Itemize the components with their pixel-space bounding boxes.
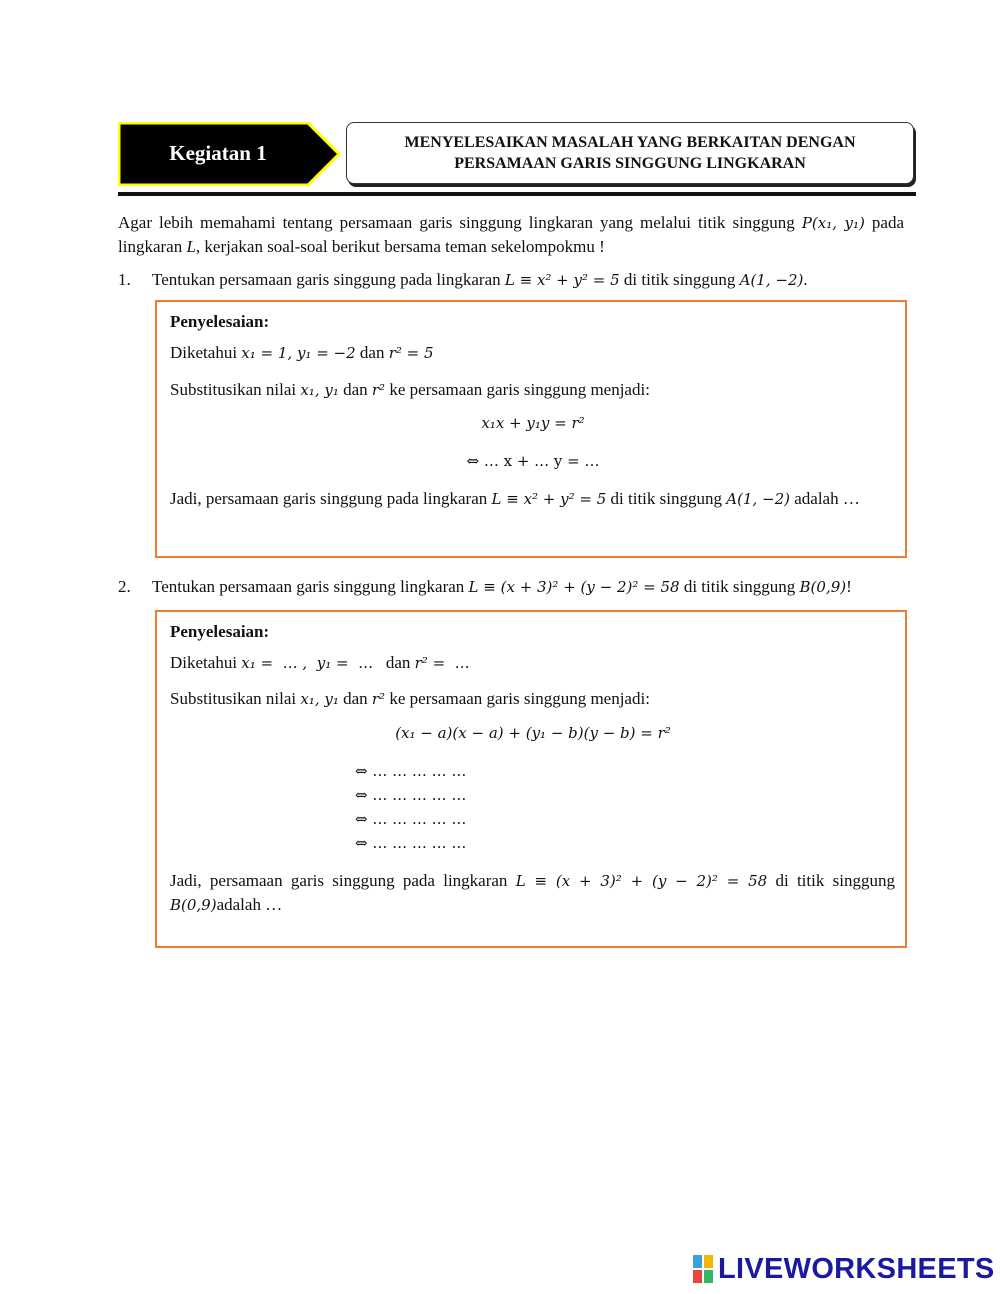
q2-text-c: ! [846, 577, 852, 596]
solution-2-step: ⇔ … … … … … [355, 762, 467, 780]
q2-text-a: Tentukan persamaan garis singgung lingkaran [152, 577, 469, 596]
intro-text-a: Agar lebih memahami tentang persamaan garis singgung lingkaran yang melalui titik singgung [118, 213, 802, 232]
solution-1-step: ⇔ … x + … y = … [466, 452, 600, 470]
question-2-text [152, 575, 912, 599]
s2-known-r: r² = … [414, 654, 470, 672]
s1-concl-c: adalah … [789, 489, 860, 508]
s2-known-a: Diketahui [170, 653, 242, 672]
s2-concl-eq: L ≡ (x + 3)² + (y − 2)² = 58 [515, 872, 768, 890]
solution-2-known [170, 651, 895, 675]
liveworksheets-logo[interactable] [692, 1252, 995, 1286]
s1-known-vals: x₁ = 1, y₁ = −2 [241, 344, 356, 362]
solution-1-formula: x₁x + y₁y = r² [481, 414, 585, 432]
solution-2-formula: (x₁ − a)(x − a) + (y₁ − b)(y − b) = r² [395, 724, 671, 742]
intro-paragraph [118, 211, 904, 259]
s2-concl-c: adalah … [216, 895, 283, 914]
s2-subst-b: ke persamaan garis singgung menjadi: [385, 689, 650, 708]
s2-subst-a: Substitusikan nilai [170, 689, 301, 708]
intro-circle: L [186, 237, 196, 256]
intro-text-c: , kerjakan soal-soal berikut bersama teman sekelompokmu ! [195, 237, 605, 256]
activity-badge [118, 122, 338, 184]
s1-subst-a: Substitusikan nilai [170, 380, 301, 399]
s2-known-dan: dan [373, 653, 415, 672]
liveworksheets-logo-icon [692, 1254, 714, 1284]
solution-2-substitute [170, 687, 895, 711]
s1-subst-b: ke persamaan garis singgung menjadi: [385, 380, 650, 399]
activity-title-box [346, 122, 914, 184]
solution-2-conclusion [170, 869, 895, 917]
s1-known-a: Diketahui [170, 343, 242, 362]
s2-subst-dan: dan [338, 689, 372, 708]
solution-2-box [155, 610, 907, 948]
s1-concl-pt: A(1, −2) [726, 490, 790, 508]
solution-2-title: Penyelesaian: [170, 622, 270, 641]
s2-known-vals: x₁ = … , y₁ = … [241, 654, 374, 672]
activity-title-line1: MENYELESAIKAN MASALAH YANG BERKAITAN DENGAN [404, 134, 856, 151]
activity-label: Kegiatan 1 [169, 140, 267, 165]
s1-known-dan: dan [355, 343, 389, 362]
s2-subst-r: r² [371, 690, 386, 708]
q2-point: B(0,9) [799, 578, 847, 596]
intro-text-b: pada lingkaran [118, 213, 905, 256]
activity-title-line2: PERSAMAAN GARIS SINGGUNG LINGKARAN [454, 155, 806, 172]
q1-text-b: di titik singgung [619, 270, 740, 289]
s2-concl-b: di titik singgung [767, 871, 895, 890]
q2-equation: L ≡ (x + 3)² + (y − 2)² = 58 [468, 578, 680, 596]
q2-text-b: di titik singgung [679, 577, 800, 596]
solution-1-title: Penyelesaian: [170, 312, 270, 331]
s1-subst-vars: x₁, y₁ [300, 381, 339, 399]
question-2-number: 2. [118, 577, 131, 596]
q1-text-c: . [803, 270, 808, 289]
solution-1-substitute [170, 378, 895, 402]
header-divider [118, 192, 916, 196]
intro-point: P(x₁, y₁) [801, 214, 865, 232]
solution-2-step: ⇔ … … … … … [355, 786, 467, 804]
q1-equation: L ≡ x² + y² = 5 [504, 271, 620, 289]
s1-concl-a: Jadi, persamaan garis singgung pada lingkaran [170, 489, 492, 508]
question-1-number: 1. [118, 270, 131, 289]
s2-concl-pt: B(0,9) [170, 896, 217, 914]
s1-known-r: r² = 5 [388, 344, 434, 362]
s1-concl-eq: L ≡ x² + y² = 5 [491, 490, 607, 508]
q1-text-a: Tentukan persamaan garis singgung pada lingkaran [152, 270, 505, 289]
solution-1-known [170, 341, 895, 365]
s1-concl-b: di titik singgung [606, 489, 727, 508]
solution-1-conclusion [170, 487, 895, 511]
question-1-text [152, 268, 912, 292]
s2-subst-vars: x₁, y₁ [300, 690, 339, 708]
s2-concl-a: Jadi, persamaan garis singgung pada lingkaran [170, 871, 516, 890]
solution-1-box [155, 300, 907, 558]
solution-2-step: ⇔ … … … … … [355, 834, 467, 852]
liveworksheets-logo-text: LIVEWORKSHEETS [718, 1252, 995, 1285]
s1-subst-dan: dan [338, 380, 372, 399]
s1-subst-r: r² [371, 381, 386, 399]
q1-point: A(1, −2) [739, 271, 804, 289]
solution-2-step: ⇔ … … … … … [355, 810, 467, 828]
